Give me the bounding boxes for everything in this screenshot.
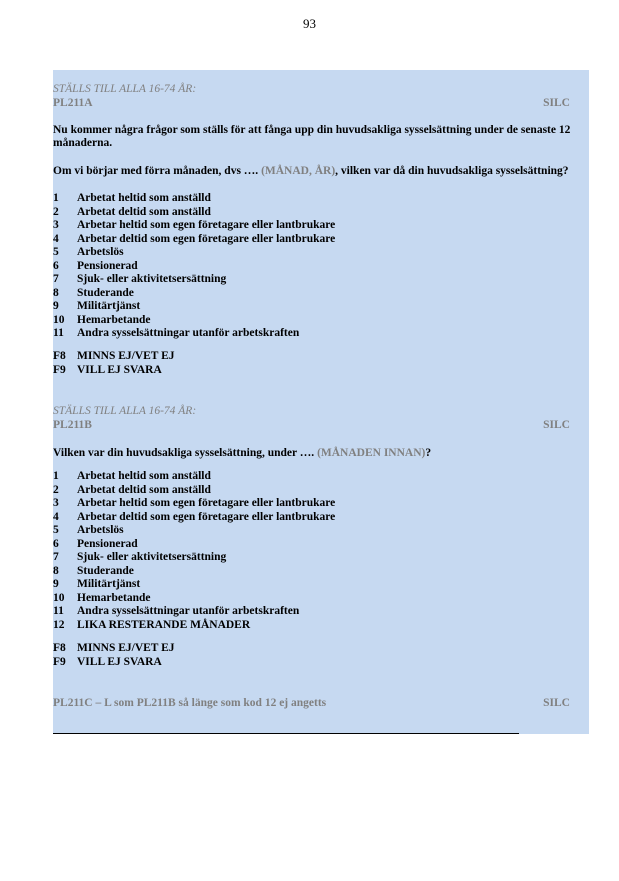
list-item: [53, 592, 335, 606]
section-a-question-placeholder: (MÅNAD, ÅR): [261, 165, 336, 177]
section-a-variable-row: [53, 97, 570, 110]
list-item: [53, 287, 335, 301]
option-label: Studerande: [77, 286, 134, 299]
section-b-header: [53, 405, 196, 418]
option-label: Andra sysselsättningar utanför arbetskraften: [77, 605, 300, 617]
list-item: [53, 273, 335, 287]
option-label: Pensionerad: [77, 537, 138, 550]
option-code: 11: [53, 327, 64, 339]
list-item: [53, 511, 335, 525]
list-item: [53, 551, 335, 565]
section-b-question-prefix: Vilken var din huvudsakliga sysselsättning, under ….: [53, 447, 315, 459]
section-a-question-suffix: , vilken var då din huvudsakliga sysselsättning?: [335, 165, 569, 177]
option-code: 8: [53, 564, 59, 577]
option-code: 9: [53, 300, 59, 312]
option-code: 12: [53, 618, 65, 631]
list-item: [53, 300, 335, 314]
option-label: Hemarbetande: [77, 591, 151, 604]
list-item: [53, 206, 335, 220]
section-b-options: [53, 470, 335, 632]
option-code: 10: [53, 313, 65, 326]
section-a-silc-tag: SILC: [543, 97, 570, 109]
option-code: 3: [53, 497, 59, 509]
list-item: [53, 524, 335, 538]
option-label: Militärtjänst: [77, 300, 141, 312]
option-code: 8: [53, 286, 59, 299]
option-code: 1: [53, 470, 59, 482]
list-item: [53, 350, 175, 364]
option-label: Arbetar heltid som egen företagare eller lantbrukare: [77, 497, 336, 509]
option-code: F9: [53, 655, 66, 668]
option-code: 3: [53, 219, 59, 231]
option-code: F8: [53, 642, 66, 654]
section-c-variable-row: [53, 697, 570, 710]
list-item: [53, 327, 335, 341]
section-b-silc-tag: SILC: [543, 419, 570, 431]
list-item: [53, 642, 175, 656]
section-a-question-prefix: Om vi börjar med förra månaden, dvs ….: [53, 165, 259, 177]
option-label: Hemarbetande: [77, 313, 151, 326]
option-code: 1: [53, 192, 59, 204]
page-number: 93: [303, 16, 316, 31]
option-code: 6: [53, 259, 59, 272]
option-label: VILL EJ SVARA: [77, 363, 162, 376]
option-code: 5: [53, 524, 59, 536]
option-label: MINNS EJ/VET EJ: [77, 350, 175, 362]
option-code: 4: [53, 510, 59, 523]
list-item: [53, 192, 335, 206]
section-b-instruction: STÄLLS TILL ALLA 16-74 ÅR:: [53, 405, 197, 417]
footer-rule: [53, 733, 519, 734]
list-item: [53, 619, 335, 633]
option-label: VILL EJ SVARA: [77, 655, 162, 668]
option-label: Andra sysselsättningar utanför arbetskraften: [77, 327, 300, 339]
option-label: Sjuk- eller aktivitetsersättning: [77, 273, 227, 285]
section-b-question-suffix: ?: [425, 447, 432, 459]
section-c-silc-tag: SILC: [543, 697, 570, 709]
section-b-question: [53, 447, 431, 460]
option-code: 7: [53, 273, 59, 285]
section-a-variable-code: PL211A: [53, 97, 93, 109]
section-a-header: [53, 83, 589, 96]
section-a-intro: Nu kommer några frågor som ställs för att fånga upp din huvudsakliga sysselsättning under de senaste 12 månaderna.: [53, 124, 571, 149]
option-code: F9: [53, 363, 66, 376]
section-a-extra-options: [53, 350, 175, 377]
option-code: 6: [53, 537, 59, 550]
section-a-question: [53, 165, 569, 178]
list-item: [53, 364, 175, 378]
section-a-options: [53, 192, 335, 341]
list-item: [53, 484, 335, 498]
option-label: LIKA RESTERANDE MÅNADER: [77, 618, 251, 631]
option-label: Arbetslös: [77, 246, 124, 258]
option-label: Arbetat deltid som anställd: [77, 483, 211, 496]
list-item: [53, 260, 335, 274]
section-b-variable-code: PL211B: [53, 419, 92, 431]
option-label: Pensionerad: [77, 259, 138, 272]
list-item: [53, 497, 335, 511]
option-label: Arbetar deltid som egen företagare eller lantbrukare: [77, 232, 336, 245]
list-item: [53, 565, 335, 579]
section-b-variable-row: [53, 419, 570, 432]
list-item: [53, 314, 335, 328]
option-label: Arbetar deltid som egen företagare eller lantbrukare: [77, 510, 336, 523]
option-code: F8: [53, 350, 66, 362]
option-code: 5: [53, 246, 59, 258]
list-item: [53, 605, 335, 619]
section-c-variable-line: PL211C – L som PL211B så länge som kod 12 ej angetts: [53, 697, 327, 709]
option-code: 2: [53, 205, 59, 218]
list-item: [53, 470, 335, 484]
section-b-extra-options: [53, 642, 175, 669]
list-item: [53, 233, 335, 247]
option-code: 7: [53, 551, 59, 563]
list-item: [53, 578, 335, 592]
option-label: Arbetat heltid som anställd: [77, 192, 211, 204]
option-label: Arbetat heltid som anställd: [77, 470, 211, 482]
option-label: Arbetar heltid som egen företagare eller lantbrukare: [77, 219, 336, 231]
option-label: Militärtjänst: [77, 578, 141, 590]
option-label: MINNS EJ/VET EJ: [77, 642, 175, 654]
option-label: Sjuk- eller aktivitetsersättning: [77, 551, 227, 563]
list-item: [53, 219, 335, 233]
option-label: Arbetat deltid som anställd: [77, 205, 211, 218]
option-code: 10: [53, 591, 65, 604]
option-code: 2: [53, 483, 59, 496]
list-item: [53, 246, 335, 260]
option-code: 11: [53, 605, 64, 617]
option-code: 4: [53, 232, 59, 245]
list-item: [53, 538, 335, 552]
option-label: Arbetslös: [77, 524, 124, 536]
option-code: 9: [53, 578, 59, 590]
section-b-question-placeholder: (MÅNADEN INNAN): [317, 447, 426, 459]
section-a-instruction: STÄLLS TILL ALLA 16-74 ÅR:: [53, 83, 197, 95]
list-item: [53, 656, 175, 670]
option-label: Studerande: [77, 564, 134, 577]
